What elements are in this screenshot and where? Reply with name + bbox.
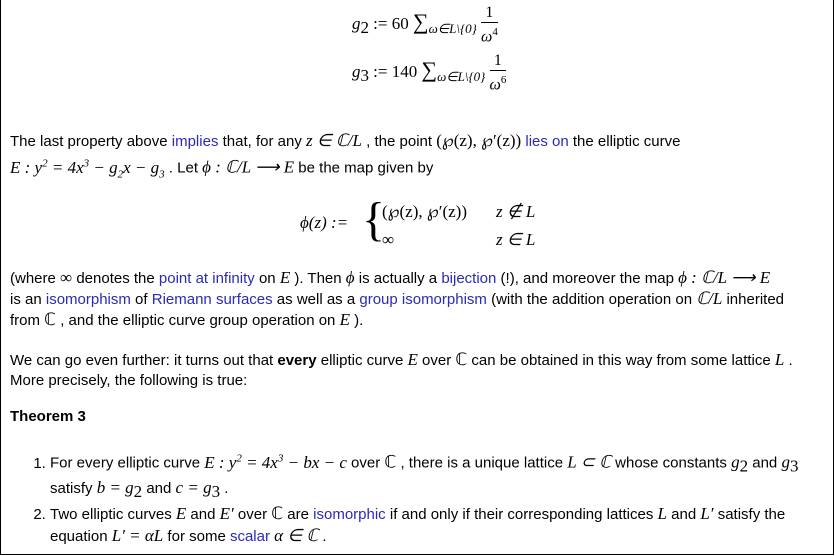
para2-text: denotes the — [72, 270, 159, 287]
math-sub: 2 — [133, 481, 143, 501]
piecewise-lhs: ϕ(z) := — [300, 213, 349, 232]
item-text: over — [233, 505, 272, 523]
para2-text: (!), and moreover the map — [496, 270, 679, 287]
item-text: are — [283, 505, 314, 523]
math-phi-map: ϕ : ℂ/L ⟶ E — [202, 157, 295, 177]
math-quotient: ℂ/L — [696, 289, 723, 308]
para2-text: is actually a — [354, 270, 442, 287]
math-sub: 3 — [211, 481, 221, 501]
para2-line3 — [10, 310, 363, 331]
para2-text: is an — [10, 291, 46, 308]
link-riemann-surfaces[interactable]: Riemann surfaces — [151, 291, 273, 308]
math-b-eq: b = g — [96, 477, 134, 497]
math-z-in-quotient: z ∈ ℂ/L — [306, 131, 362, 150]
para3-bold: every — [277, 352, 317, 369]
para3-text: can be obtained in this way from some lattice — [467, 352, 775, 369]
para2-text: as well as a — [272, 291, 360, 308]
piecewise-brace: { — [362, 193, 386, 246]
para2-text: ). — [349, 312, 364, 329]
math-E: E — [279, 268, 291, 287]
g3-numerator: 1 — [490, 52, 507, 71]
item-text: and — [142, 479, 176, 497]
item-text: satisfy the — [713, 505, 786, 523]
case1-value: (℘(z), ℘′(z)) — [382, 202, 467, 221]
math-part: x − g — [123, 157, 160, 177]
para3-line1 — [10, 350, 793, 371]
math-phi-map: ϕ : ℂ/L ⟶ E — [678, 268, 771, 287]
math-part: − bx − c — [283, 452, 347, 472]
math-phi: ϕ — [345, 268, 355, 287]
math-C: ℂ — [44, 310, 57, 329]
para1-text: that, for any — [218, 133, 306, 150]
para3-text: . — [784, 352, 793, 369]
para1-text: the elliptic curve — [568, 133, 681, 150]
math-c-eq: c = g — [175, 477, 212, 497]
equation-g2 — [352, 4, 498, 46]
item-text: , there is a unique lattice — [396, 454, 568, 472]
math-E-prime: E′ — [219, 503, 234, 523]
para2-text: (where — [10, 270, 61, 287]
case2-value: ∞ — [382, 230, 395, 249]
math-sub: 2 — [739, 456, 749, 476]
para1-text: be the map given by — [294, 159, 434, 177]
g2-sum-index: ω∈L\{0} — [428, 21, 477, 37]
item-text: satisfy — [50, 479, 97, 497]
list-item — [50, 448, 830, 502]
item-text: if and only if their corresponding lattices — [385, 505, 658, 523]
link-lies-on[interactable]: lies on — [525, 133, 569, 150]
item-text: Two elliptic curves — [50, 505, 176, 523]
item-text: equation — [50, 527, 112, 545]
para3-text: We can go even further: it turns out that — [10, 352, 278, 369]
math-E: E — [339, 310, 350, 329]
link-isomorphism[interactable]: isomorphism — [45, 291, 131, 308]
g3-denominator — [490, 71, 507, 94]
para2-text: of — [130, 291, 152, 308]
g2-fraction — [481, 4, 498, 46]
math-part: = 4x — [241, 452, 278, 472]
math-part: − g — [89, 157, 118, 177]
g3-sum-index: ω∈L\{0} — [437, 69, 486, 85]
para1-text: , the point — [361, 133, 437, 150]
item-text: and — [186, 505, 220, 523]
para2-text: , and the elliptic curve group operation on — [56, 312, 340, 329]
math-sub: 3 — [159, 168, 165, 181]
para3-line2: More precisely, the following is true: — [10, 372, 248, 389]
math-sub: 3 — [789, 456, 799, 476]
para2-text: on — [254, 270, 280, 287]
link-group-isomorphism[interactable]: group isomorphism — [359, 291, 487, 308]
g2-den-power: 4 — [492, 26, 498, 38]
g3-den-omega: ω — [489, 76, 501, 94]
item-text: For every elliptic curve — [50, 454, 205, 472]
math-part: E : y — [10, 157, 43, 177]
theorem-list — [10, 448, 830, 548]
para2-text: inherited — [722, 291, 785, 308]
math-L: L — [657, 503, 667, 523]
item-text: for some — [163, 527, 230, 545]
para2-text: (with the addition operation on — [486, 291, 697, 308]
g2-numerator: 1 — [481, 4, 498, 23]
math-lattice-equation: L′ = αL — [111, 525, 164, 545]
link-point-at-infinity[interactable]: point at infinity — [158, 270, 255, 287]
math-sup: 2 — [42, 157, 48, 169]
math-g: g — [781, 452, 790, 472]
link-bijection[interactable]: bijection — [441, 270, 497, 287]
para3-text: elliptic curve — [316, 352, 408, 369]
g2-assign: := 60 — [373, 14, 409, 34]
g2-sum-sign: ∑ — [412, 9, 429, 35]
math-sup: 3 — [277, 452, 284, 464]
math-sup: 3 — [83, 157, 90, 169]
para1-text: . Let — [164, 159, 203, 177]
para3-text: over — [417, 352, 456, 369]
link-isomorphic[interactable]: isomorphic — [313, 505, 386, 523]
list-item — [50, 503, 830, 547]
para2-text: from — [10, 312, 45, 329]
g2-subscript: 2 — [360, 18, 369, 38]
g3-assign: := 140 — [373, 62, 418, 82]
item-text: . — [220, 479, 229, 497]
math-L: L — [774, 350, 785, 369]
para2-line1 — [10, 268, 770, 289]
math-alpha-in-C: α ∈ ℂ — [274, 525, 319, 545]
g3-sum-sign: ∑ — [421, 57, 438, 83]
math-L-subset-C: L ⊂ ℂ — [567, 452, 611, 472]
item-text: and — [666, 505, 701, 523]
item-text: and — [748, 454, 782, 472]
theorem-title: Theorem 3 — [10, 408, 86, 425]
para2-line2 — [10, 289, 784, 310]
g3-symbol: g — [352, 62, 361, 82]
case1-condition: z ∉ L — [496, 202, 536, 221]
math-sub: 2 — [117, 168, 124, 181]
math-C: ℂ — [384, 452, 397, 472]
math-part: E : y — [204, 452, 237, 472]
math-sup: 2 — [236, 452, 242, 464]
para2-text: ). Then — [290, 270, 346, 287]
item-text: . — [318, 527, 327, 545]
math-C: ℂ — [455, 350, 468, 369]
item-text: over — [346, 454, 385, 472]
math-curve-equation — [10, 157, 165, 181]
equation-g3 — [352, 52, 506, 94]
link-implies[interactable]: implies — [171, 133, 219, 150]
math-g: g — [731, 452, 740, 472]
math-E: E — [175, 503, 187, 523]
math-C: ℂ — [271, 503, 284, 523]
math-part: = 4x — [47, 157, 84, 177]
link-scalar[interactable]: scalar — [229, 527, 270, 545]
math-point-wp: (℘(z), ℘′(z)) — [436, 131, 522, 150]
math-infinity: ∞ — [60, 268, 73, 287]
math-curve-equation — [204, 453, 347, 472]
math-L-prime: L′ — [700, 503, 714, 523]
g3-fraction — [490, 52, 507, 94]
case2-condition: z ∈ L — [496, 230, 536, 249]
math-E: E — [407, 350, 418, 369]
item-text: whose constants — [610, 454, 732, 472]
g3-subscript: 3 — [360, 66, 369, 86]
para1-text: The last property above — [10, 133, 172, 150]
para1-line1 — [10, 131, 680, 152]
g2-symbol: g — [352, 14, 361, 34]
g2-den-omega: ω — [481, 28, 493, 46]
g3-den-power: 6 — [500, 74, 507, 86]
para1-line2 — [10, 153, 433, 184]
g2-denominator — [481, 23, 498, 46]
